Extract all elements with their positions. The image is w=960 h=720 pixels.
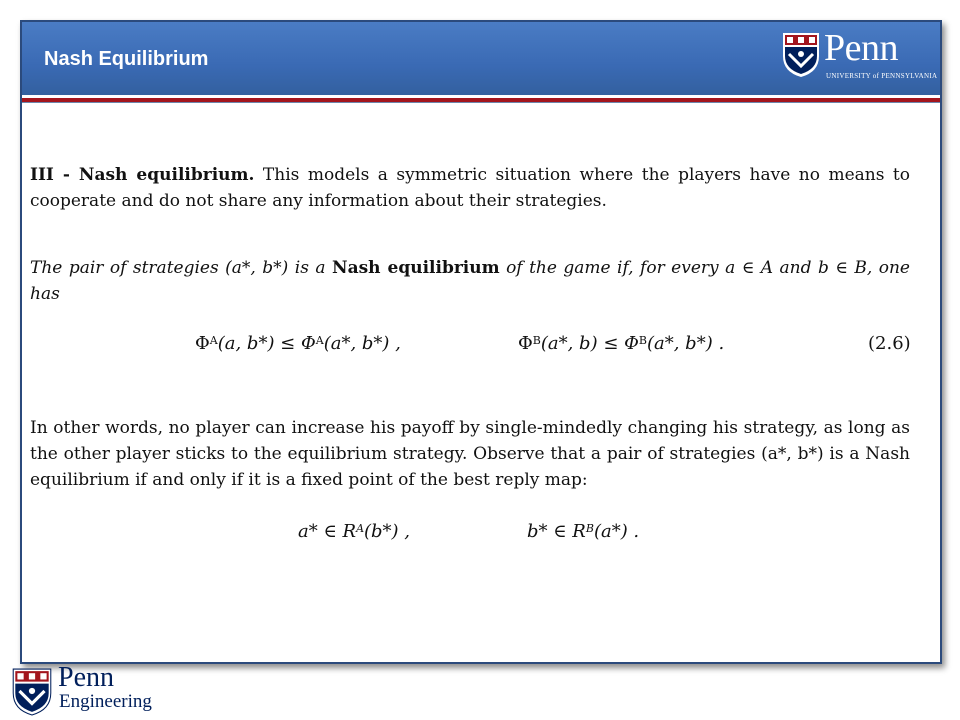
footer-logo-word: Penn <box>58 662 114 693</box>
penn-engineering-logo <box>12 662 162 718</box>
definition-text-a: The pair of strategies (a*, b*) is a <box>30 258 333 278</box>
paragraph-explanation: In other words, no player can increase his payoff by single-mindedly changing his strategy, as long as the other player sticks to the equilibrium strategy. Observe that a pair of strategies (a*, b*) is a Nash equilibrium if and only if it is a fixed point of the best reply map: <box>30 418 910 490</box>
paragraph-definition-intro <box>30 162 910 214</box>
penn-logo-header <box>782 27 938 84</box>
definition-text-b: of the game if, for every a ∈ A and b ∈ B, one has <box>30 258 910 304</box>
equation-2-6-left: $\Phi^A(a$, $b*) \le \Phi^A(a*$, b*) , <box>195 333 401 354</box>
penn-shield-icon <box>782 32 820 78</box>
penn-logo-subtitle: UNIVERSITY of PENNSYLVANIA <box>826 72 938 80</box>
equation-number: (2.6) <box>868 333 911 354</box>
paragraph-text: This models a symmetric situation where the players have no means to cooperate and do not share any information about their strategies. <box>30 165 910 211</box>
section-heading: III - Nash equilibrium. <box>30 165 255 185</box>
definition-term: Nash equilibrium <box>332 258 500 278</box>
penn-shield-icon <box>12 668 52 716</box>
footer-logo-sub: Engineering <box>59 691 152 712</box>
slide-title: Nash Equilibrium <box>44 48 209 70</box>
equation-best-reply-b: b* ∈ $R^B(a*)$ . <box>527 521 640 542</box>
slide-header <box>22 22 940 95</box>
paragraph-definition <box>30 255 910 307</box>
equation-best-reply-a: a* ∈ $R^A(b*)$ , <box>298 521 411 542</box>
slide-frame <box>20 20 942 664</box>
penn-logo-word: Penn <box>824 27 898 69</box>
header-thin-rule <box>22 102 940 103</box>
equation-2-6-right: $\Phi^B(a*$, $b) \le \Phi^B(a*$, b*) . <box>518 333 725 354</box>
